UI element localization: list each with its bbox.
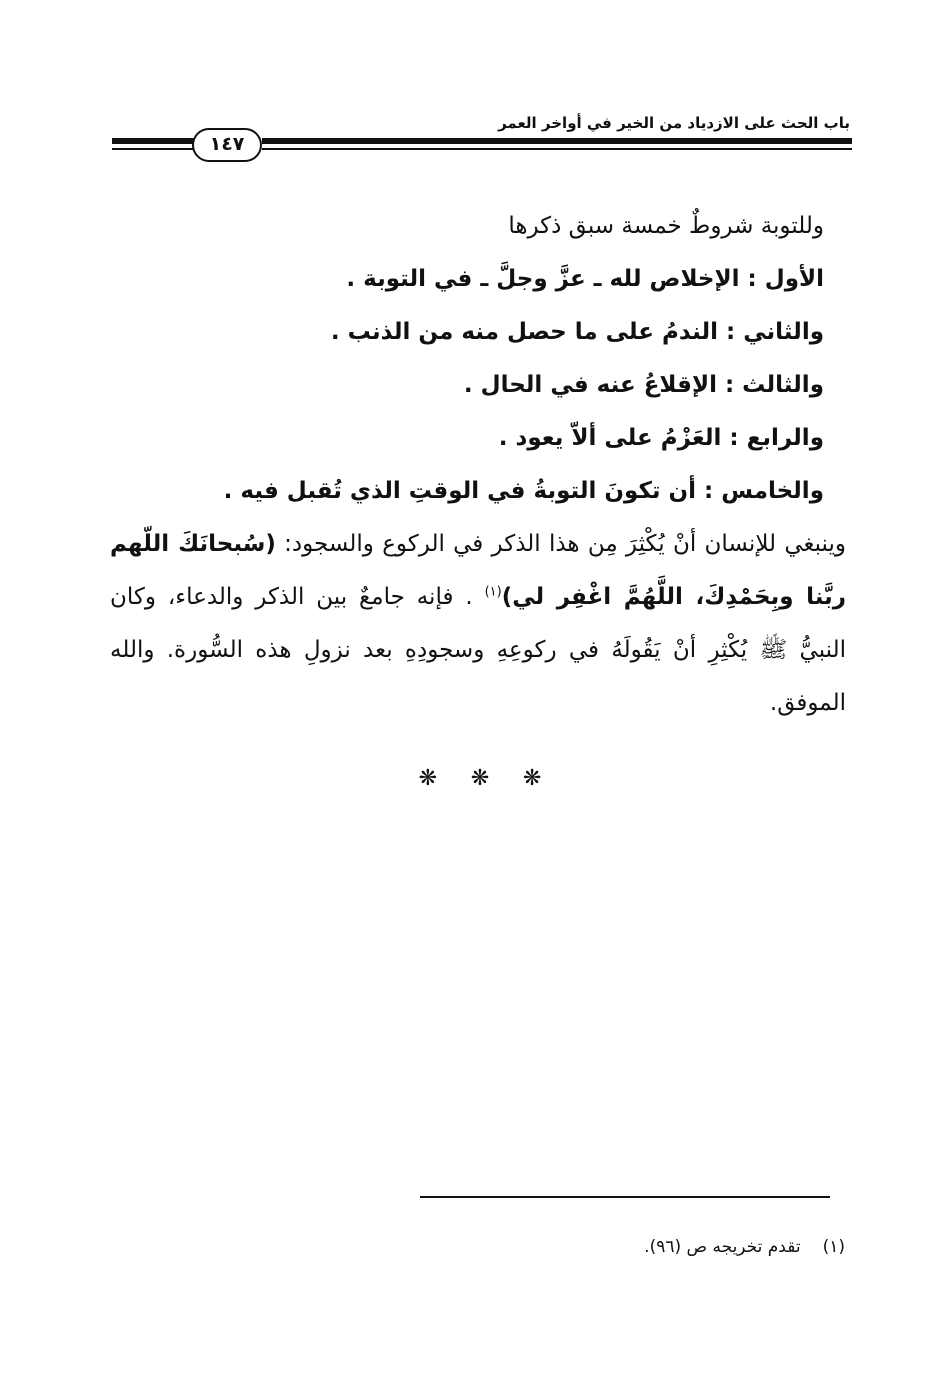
footnote bbox=[245, 1232, 845, 1262]
asterism-icon: ❋ bbox=[470, 766, 490, 791]
header-title: باب الحث على الازدياد من الخير في أواخر العمر bbox=[498, 114, 850, 132]
condition-5: والخامس : أن تكونَ التوبةُ في الوقتِ الذي تُقبل فيه . bbox=[223, 478, 824, 504]
header-rule-thick bbox=[112, 138, 194, 144]
header-rule-thick bbox=[262, 138, 852, 144]
header-rule-left bbox=[112, 138, 194, 154]
footnote-divider bbox=[420, 1196, 830, 1198]
header-rule-right bbox=[262, 138, 852, 154]
paragraph-part-2: . فإنه جامعٌ بين الذكر والدعاء، وكان النبيُّ ﷺ يُكْثِرِ أنْ يَقُولَهُ في ركوعِهِ وسجودِهِ بعد نزولِ هذه السُّورة. والله الموفق. bbox=[110, 584, 846, 716]
footnote-reference[interactable]: (١) bbox=[484, 584, 502, 600]
footnote-text: تقدم تخريجه ص (٩٦). bbox=[644, 1237, 801, 1257]
condition-4: والرابع : العَزْمُ على ألاّ يعود . bbox=[498, 425, 824, 451]
main-text bbox=[110, 200, 846, 730]
footnote-mark: (١) bbox=[822, 1237, 845, 1257]
header-rule-thin bbox=[262, 148, 852, 150]
closing-paragraph bbox=[110, 518, 846, 730]
dhikr-quote: (سُبحانَكَ اللّهم ربَّنا وبِحَمْدِكَ، اللَّهُمَّ اغْفِر لي) bbox=[110, 531, 846, 610]
intro-line: وللتوبة شروطٌ خمسة سبق ذكرها bbox=[508, 213, 824, 239]
asterism-icon: ❋ bbox=[418, 766, 438, 791]
header-rule-thin bbox=[112, 148, 194, 150]
page-number: ١٤٧ bbox=[192, 128, 262, 162]
condition-2: والثاني : الندمُ على ما حصل منه من الذنب . bbox=[330, 319, 824, 345]
condition-1: الأول : الإخلاص لله ـ عزَّ وجلَّ ـ في التوبة . bbox=[346, 266, 824, 292]
section-separator bbox=[380, 766, 580, 791]
asterism-icon: ❋ bbox=[522, 766, 542, 791]
condition-3: والثالث : الإقلاعُ عنه في الحال . bbox=[463, 372, 824, 398]
paragraph-part-1: وينبغي للإنسان أنْ يُكْثِرَ مِن هذا الذكر في الركوع والسجود: bbox=[275, 531, 846, 557]
